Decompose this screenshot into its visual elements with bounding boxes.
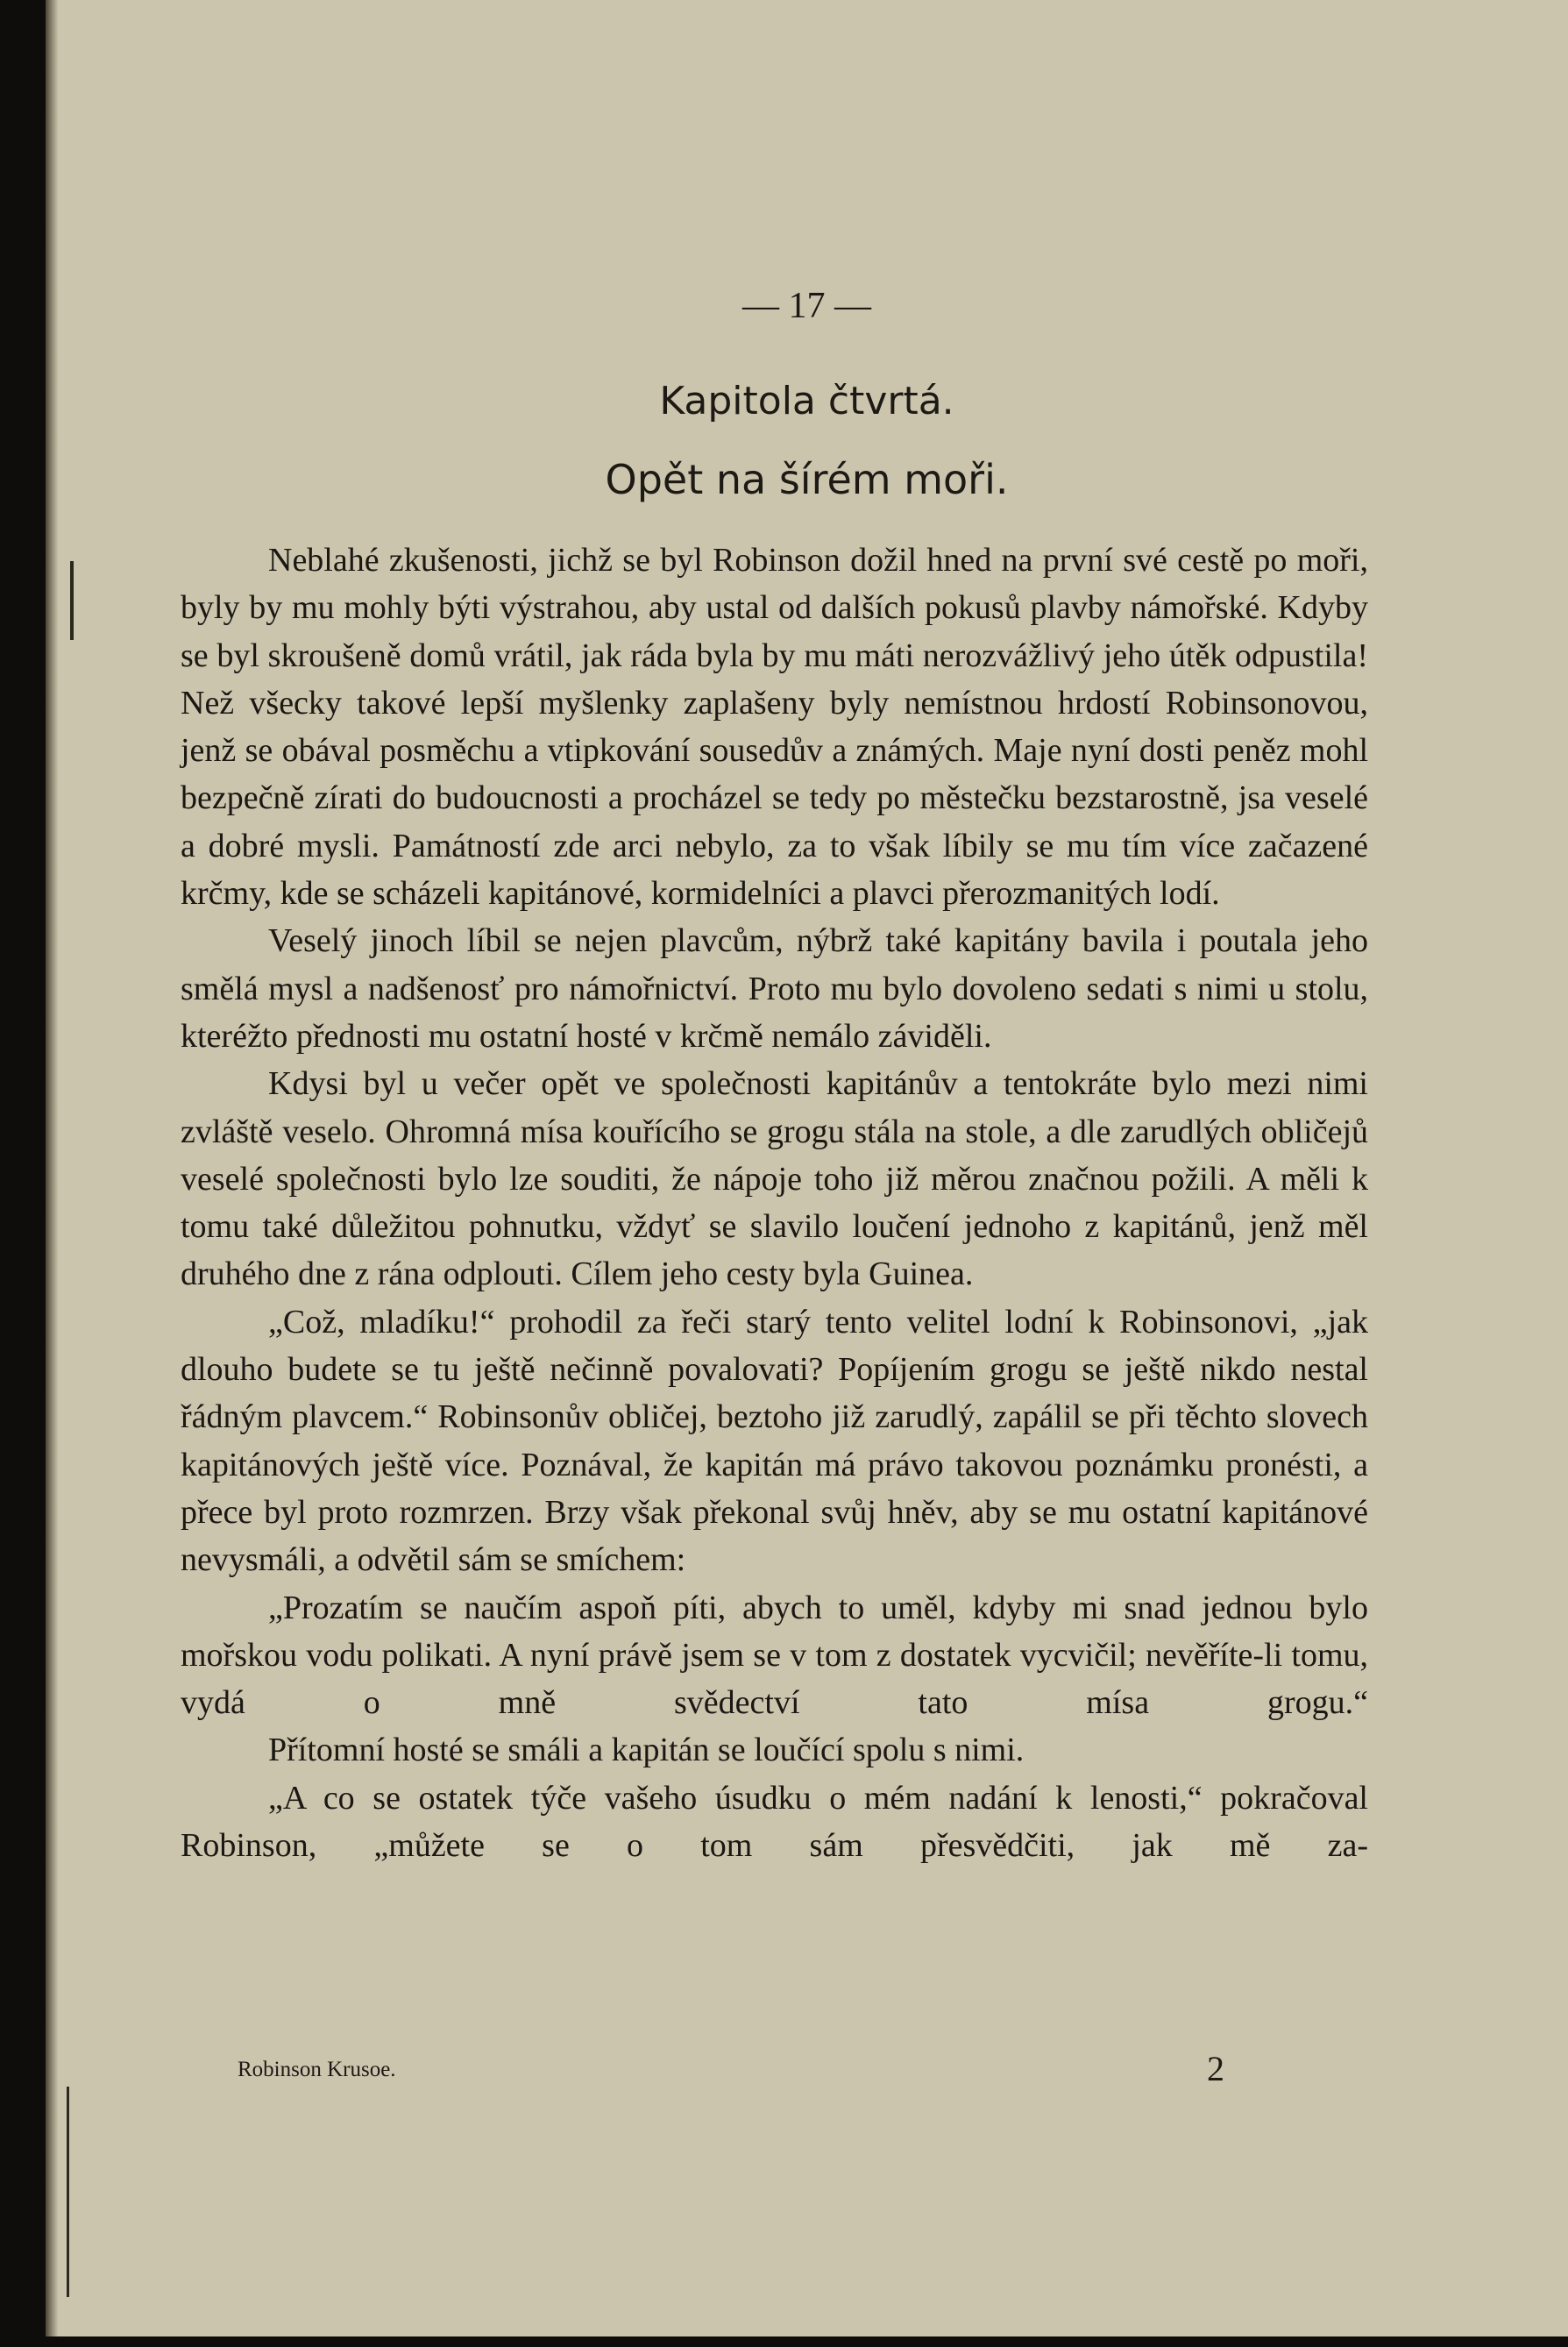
paragraph: Neblahé zkušenosti, jichž se byl Robinson dožil hned na první své cestě po moři, byly by mu mohly býti výstrahou, aby ustal od dalších pokusů plavby námořské. Kdyby se byl skroušeně domů vrátil, jak ráda byla by mu máti nerozvážlivý jeho útěk odpustila! Než všecky takové lepší myšlenky zaplašeny byly nemístnou hrdostí Robinsonovou, jenž se obával posměchu a vtipkování sousedův a známých. Maje nyní dosti peněz mohl bezpečně zírati do budoucnosti a procházel se tedy po městečku bezstarostně, jsa veselé a dobré mysli. Památností zde arci nebylo, za to však líbily se mu tím více začazené krčmy, kde se scházeli kapitánové, kormidelníci a plavci přerozmanitých lodí.: [181, 542, 1368, 913]
paragraph: „Což, mladíku!“ prohodil za řeči starý tento velitel lodní k Robinsonovi, „jak dlouho budete se tu ještě nečinně povalovati? Popíjením grogu se ještě nikdo nestal řádným plavcem.“ Robinsonův obličej, beztoho již zarudlý, zapálil se při těchto slovech kapitánových ještě více. Poznával, že kapitán má právo takovou poznámku pronésti, a přece byl proto rozmrzen. Brzy však překonal svůj hněv, aby se mu ostatní kapitánové nevysmáli, a odvětil sám se smíchem:: [181, 1303, 1368, 1579]
body-text: [181, 537, 1368, 1869]
paragraph: „Prozatím se naučím aspoň píti, abych to uměl, kdyby mi snad jednou bylo mořskou vodu polikati. A nyní právě jsem se v tom z dostatek vycvičil; nevěříte-li tomu, vydá o mně svědectví tato mísa grogu.“: [181, 1589, 1368, 1722]
spine-mark: [67, 2087, 69, 2297]
chapter-label: Kapitola čtvrtá.: [659, 379, 954, 423]
footer-book-title: Robinson Krusoe.: [238, 2058, 396, 2081]
paragraph: Přítomní hosté se smáli a kapitán se loučící spolu s nimi.: [268, 1732, 1025, 1769]
paragraph: Veselý jinoch líbil se nejen plavcům, nýbrž také kapitány bavila i poutala jeho smělá mysl a nadšenosť pro námořnictví. Proto mu bylo dovoleno sedati s nimi u stolu, kteréžto přednosti mu ostatní hosté v krčmě nemálo záviděli.: [181, 922, 1368, 1055]
paragraph: „A co se ostatek týče vašeho úsudku o mém nadání k lenosti,“ pokračoval Robinson, „můžete se o tom sám přesvědčiti, jak mě za-: [181, 1779, 1368, 1865]
chapter-title: Opět na šírém moři.: [605, 456, 1009, 503]
book-page: [46, 0, 1568, 2336]
spine-mark: [70, 561, 74, 640]
signature-mark: 2: [1207, 2049, 1224, 2088]
paragraph: Kdysi byl u večer opět ve společnosti kapitánův a tentokráte bylo mezi nimi zvláště veselo. Ohromná mísa kouřícího se grogu stála na stole, a dle zarudlých obličejů veselé společnosti bylo lze souditi, že nápoje toho již měrou značnou požili. A měli k tomu také důležitou pohnutku, vždyť se slavilo loučení jednoho z kapitánů, jenž měl druhého dne z rána odplouti. Cílem jeho cesty byla Guinea.: [181, 1065, 1368, 1293]
page-number: — 17 —: [742, 286, 871, 326]
